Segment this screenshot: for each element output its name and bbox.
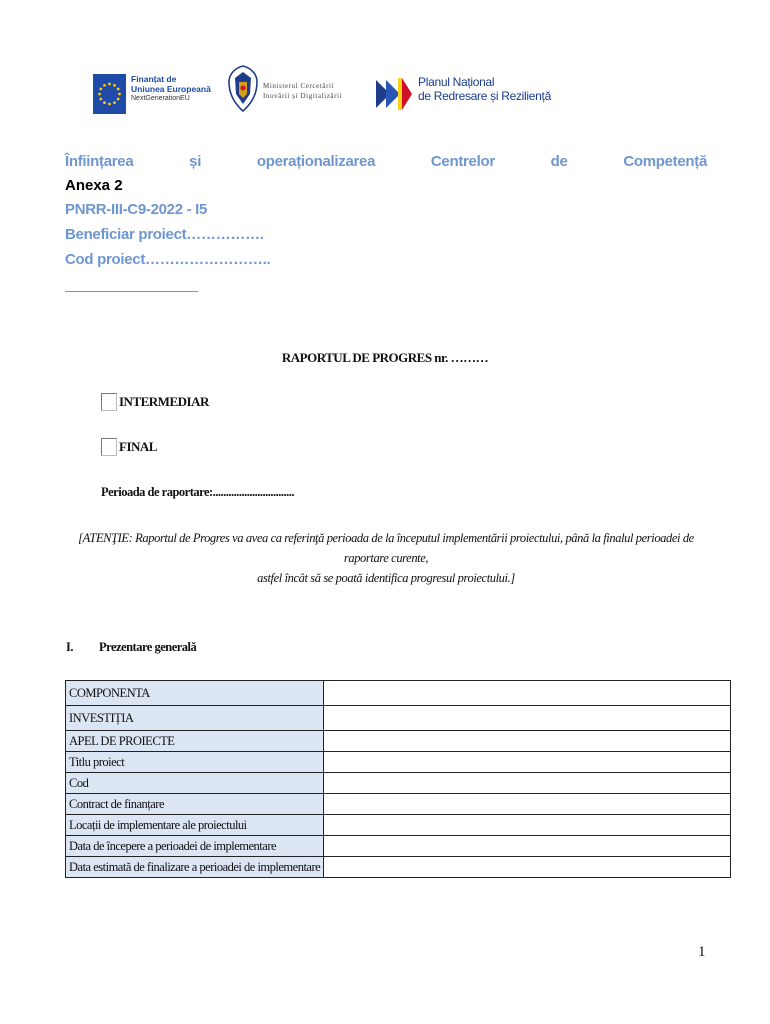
table-row (66, 836, 731, 857)
title-word: operaționalizarea (256, 153, 376, 170)
logo-bar (93, 62, 563, 122)
checkbox-final[interactable] (101, 438, 117, 456)
table-row (66, 706, 731, 731)
header-divider (65, 291, 198, 292)
page-number: 1 (698, 944, 706, 960)
table-row (66, 731, 731, 752)
table-row (66, 794, 731, 815)
project-code-field[interactable]: Cod proiect…………………….. (65, 251, 271, 268)
annex-label: Anexa 2 (65, 177, 123, 194)
section-title: Prezentare generală (99, 640, 197, 654)
beneficiary-field[interactable]: Beneficiar proiect……………. (65, 226, 264, 243)
row-value-cell[interactable] (324, 794, 731, 815)
row-label: Data de începere a perioadei de implementare (66, 836, 324, 857)
table-row (66, 815, 731, 836)
row-value-cell[interactable] (324, 731, 731, 752)
title-word: de (550, 153, 568, 170)
pnrr-logo-line2: de Redresare și Reziliență (418, 89, 551, 103)
row-label: INVESTIȚIA (66, 706, 324, 731)
row-value-cell[interactable] (324, 706, 731, 731)
row-label: Titlu proiect (66, 752, 324, 773)
checkbox-intermediar[interactable] (101, 393, 117, 411)
title-word: Înființarea (65, 153, 134, 170)
option-intermediar[interactable] (101, 393, 209, 411)
document-title (65, 152, 707, 171)
table-row (66, 681, 731, 706)
title-word: și (189, 153, 202, 170)
report-title: RAPORTUL DE PROGRES nr. ……… (281, 350, 489, 365)
row-label: Locații de implementare ale proiectului (66, 815, 324, 836)
row-value-cell[interactable] (324, 681, 731, 706)
eu-star (99, 98, 102, 101)
row-value-cell[interactable] (324, 815, 731, 836)
row-value-cell[interactable] (324, 857, 731, 878)
row-label: APEL DE PROIECTE (66, 731, 324, 752)
attention-note (70, 528, 702, 588)
eu-star (113, 84, 116, 87)
eu-star (103, 84, 106, 87)
option-intermediar-label: INTERMEDIAR (119, 394, 209, 409)
pnrr-logo-line1: Planul Național (418, 75, 495, 89)
title-word: Centrelor (430, 153, 495, 170)
attention-note-line2: astfel încât să se poată identifica progresul proiectului.] (257, 571, 515, 585)
eu-star (117, 98, 120, 101)
pnrr-arrows-icon (376, 76, 412, 112)
eu-star (117, 88, 120, 91)
row-label: COMPONENTA (66, 681, 324, 706)
eu-logo-line1: Finanțat de (131, 74, 177, 84)
eu-logo-line3: NextGenerationEU (131, 95, 190, 102)
row-value-cell[interactable] (324, 752, 731, 773)
eu-star (98, 93, 101, 96)
eu-star (108, 103, 111, 106)
option-final-label: FINAL (119, 439, 157, 454)
eu-flag-icon (93, 74, 126, 114)
general-info-table (65, 680, 731, 878)
section-number: I. (66, 640, 73, 654)
table-row (66, 773, 731, 794)
eu-logo-line2: Uniunea Europeană (131, 84, 211, 94)
title-word: Competență (623, 153, 707, 170)
eu-star (113, 101, 116, 104)
table-row (66, 752, 731, 773)
row-label: Data estimată de finalizare a perioadei de implementare (66, 857, 324, 878)
coat-of-arms-icon (225, 64, 261, 114)
row-label: Cod (66, 773, 324, 794)
option-final[interactable] (101, 438, 157, 456)
ministry-logo-line2: Inovării și Digitalizării (263, 92, 343, 100)
row-value-cell[interactable] (324, 836, 731, 857)
reporting-period-field[interactable]: Perioada de raportare:............................... (101, 485, 295, 499)
ministry-logo-line1: Ministerul Cercetării (263, 82, 335, 90)
eu-star (99, 88, 102, 91)
row-label: Contract de finanțare (66, 794, 324, 815)
table-row (66, 857, 731, 878)
section-heading (66, 640, 196, 655)
row-value-cell[interactable] (324, 773, 731, 794)
call-code: PNRR-III-C9-2022 - I5 (65, 201, 208, 218)
eu-star (108, 83, 111, 86)
eu-star (103, 101, 106, 104)
attention-note-line1: [ATENŢIE: Raportul de Progres va avea ca referinţă perioada de la începutul implementării proiectului, până la finalul perioadei de raportare curente, (78, 531, 694, 565)
eu-star (118, 93, 121, 96)
